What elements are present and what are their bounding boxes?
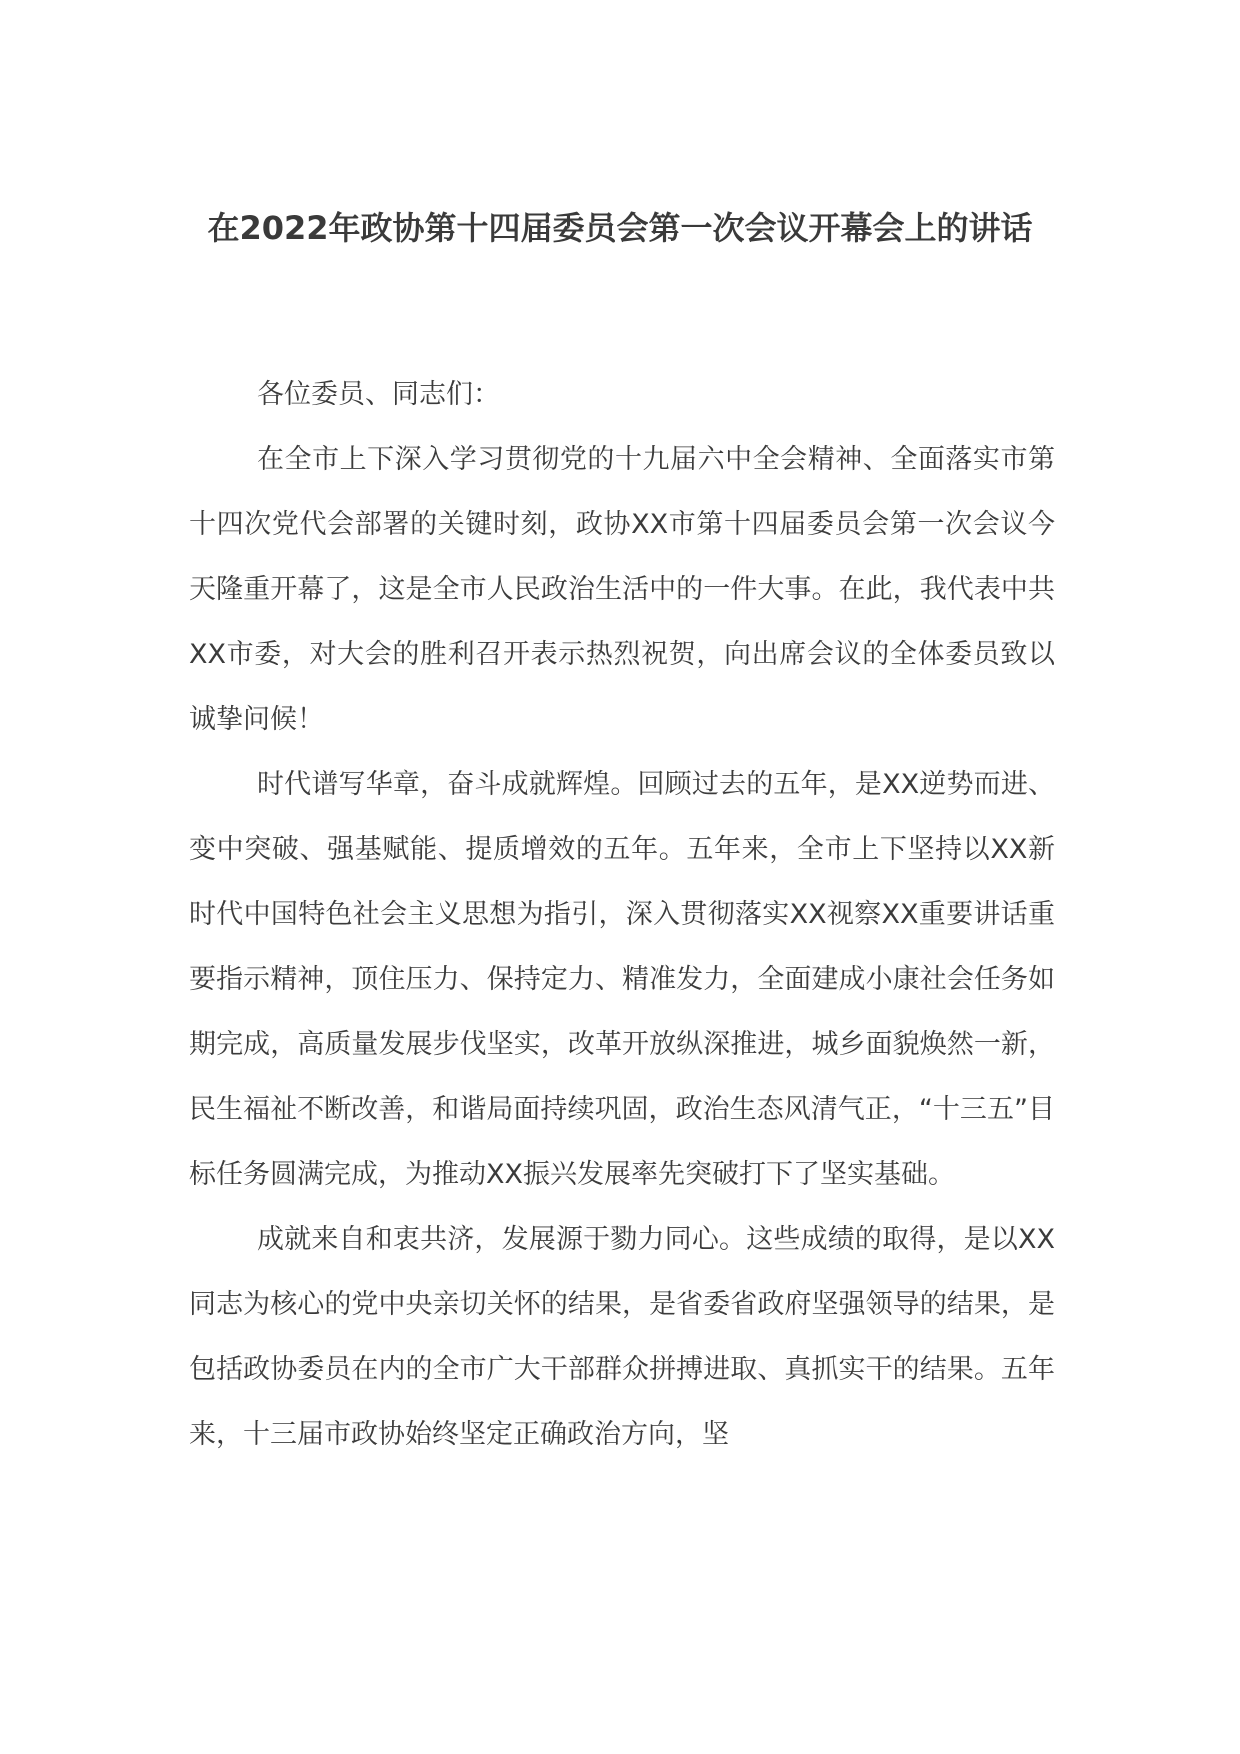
document-title: 在2022年政协第十四届委员会第一次会议开幕会上的讲话 <box>207 209 1033 247</box>
opening-paragraph: 在全市上下深入学习贯彻党的十九届六中全会精神、全面落实市第十四次党代会部署的关键时刻，政协XX市第十四届委员会第一次会议今天隆重开幕了，这是全市人民政治生活中的一件大事。在此，我代表中共XX市委，对大会的胜利召开表示热烈祝贺，向出席会议的全体委员致以诚挚问候！ <box>189 444 1055 735</box>
achievements-paragraph: 成就来自和衷共济，发展源于勠力同心。这些成绩的取得，是以XX同志为核心的党中央亲切关怀的结果，是省委省政府坚强领导的结果，是包括政协委员在内的全市广大干部群众拼搏进取、真抓实干的结果。五年来，十三届市政协始终坚定正确政治方向，坚 <box>189 1224 1055 1450</box>
review-paragraph: 时代谱写华章，奋斗成就辉煌。回顾过去的五年，是XX逆势而进、变中突破、强基赋能、提质增效的五年。五年来，全市上下坚持以XX新时代中国特色社会主义思想为指引，深入贯彻落实XX视察XX重要讲话重要指示精神，顶住压力、保持定力、精准发力，全面建成小康社会任务如期完成，高质量发展步伐坚实，改革开放纵深推进，城乡面貌焕然一新，民生福祉不断改善，和谐局面持续巩固，政治生态风清气正，“十三五”目标任务圆满完成，为推动XX振兴发展率先突破打下了坚实基础。 <box>189 769 1055 1190</box>
salutation-paragraph: 各位委员、同志们： <box>257 379 500 410</box>
document-body <box>189 362 1055 1467</box>
